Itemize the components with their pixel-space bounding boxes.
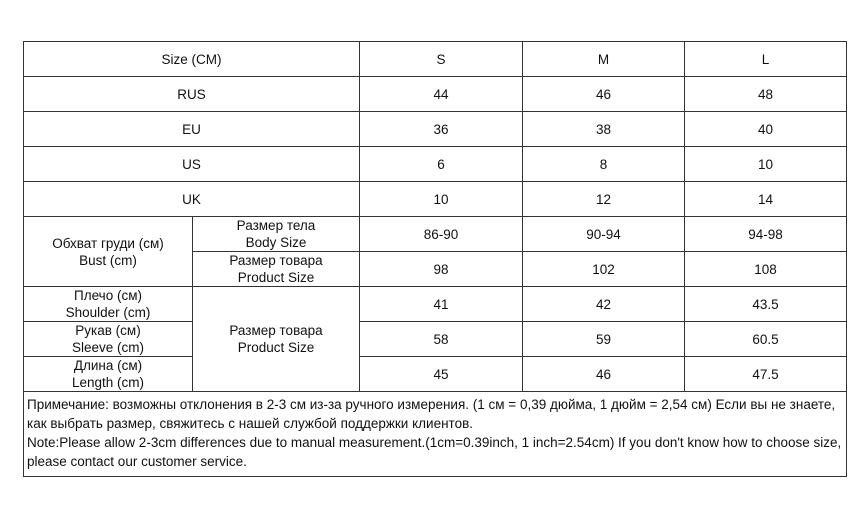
size-chart-table [23, 41, 847, 477]
row-label-eu: EU [24, 112, 360, 147]
cell-value: 90-94 [523, 217, 685, 252]
product-size-ru: Размер товара [229, 253, 323, 268]
cell-value: 14 [685, 182, 847, 217]
bust-label [24, 217, 193, 287]
shoulder-ru: Плечо (см) [74, 288, 142, 303]
product-size-en: Product Size [237, 270, 315, 285]
row-label-rus: RUS [24, 77, 360, 112]
table-row [24, 77, 847, 112]
cell-value: 46 [523, 77, 685, 112]
table-row [24, 357, 847, 392]
size-header-label: Size (CM) [24, 42, 360, 77]
sleeve-en: Sleeve (cm) [71, 340, 144, 355]
cell-value: 8 [523, 147, 685, 182]
note-en: Note:Please allow 2-3cm differences due to manual measurement.(1cm=0.39inch, 1 inch=2.54cm) If you don't know how to choose size, please contact our customer service. [27, 435, 842, 469]
table-row [24, 287, 847, 322]
body-size-ru: Размер тела [236, 218, 316, 233]
table-row [24, 322, 847, 357]
cell-value: 43.5 [685, 287, 847, 322]
bust-label-ru: Обхват груди (см) [52, 235, 164, 251]
sleeve-ru: Рукав (см) [75, 323, 141, 338]
cell-value: 40 [685, 112, 847, 147]
cell-value: 59 [523, 322, 685, 357]
cell-value: 60.5 [685, 322, 847, 357]
length-en: Length (cm) [71, 375, 145, 390]
cell-value: 47.5 [685, 357, 847, 392]
cell-value: 98 [360, 252, 523, 287]
table-row [24, 217, 847, 252]
cell-value: 10 [360, 182, 523, 217]
body-size-label [193, 217, 360, 252]
cell-value: 6 [360, 147, 523, 182]
note-row [24, 392, 847, 477]
size-m-header: M [523, 42, 685, 77]
note-cell [24, 392, 847, 477]
table-row [24, 112, 847, 147]
cell-value: 12 [523, 182, 685, 217]
bust-label-en: Bust (cm) [79, 252, 137, 268]
product-size-group-ru: Размер товара [229, 323, 323, 338]
cell-value: 42 [523, 287, 685, 322]
size-l-header: L [685, 42, 847, 77]
table-row [24, 182, 847, 217]
cell-value: 38 [523, 112, 685, 147]
cell-value: 48 [685, 77, 847, 112]
body-size-en: Body Size [245, 235, 307, 250]
cell-value: 58 [360, 322, 523, 357]
row-label-uk: UK [24, 182, 360, 217]
cell-value: 94-98 [685, 217, 847, 252]
sleeve-label [24, 322, 193, 357]
cell-value: 86-90 [360, 217, 523, 252]
shoulder-label [24, 287, 193, 322]
size-s-header: S [360, 42, 523, 77]
product-size-group-label [193, 287, 360, 392]
cell-value: 36 [360, 112, 523, 147]
cell-value: 44 [360, 77, 523, 112]
length-ru: Длина (см) [73, 358, 143, 373]
length-label [24, 357, 193, 392]
cell-value: 45 [360, 357, 523, 392]
shoulder-en: Shoulder (cm) [65, 305, 151, 320]
cell-value: 102 [523, 252, 685, 287]
cell-value: 10 [685, 147, 847, 182]
note-ru: Примечание: возможны отклонения в 2-3 см из-за ручного измерения. (1 см = 0,39 дюйма, 1 дюйм = 2,54 см) Если вы не знаете, как выбрать размер, свяжитесь с нашей службой поддержки клиентов. [27, 397, 836, 431]
header-row [24, 42, 847, 77]
product-size-group-en: Product Size [237, 340, 315, 355]
cell-value: 46 [523, 357, 685, 392]
cell-value: 41 [360, 287, 523, 322]
table-row [24, 147, 847, 182]
product-size-label [193, 252, 360, 287]
cell-value: 108 [685, 252, 847, 287]
row-label-us: US [24, 147, 360, 182]
